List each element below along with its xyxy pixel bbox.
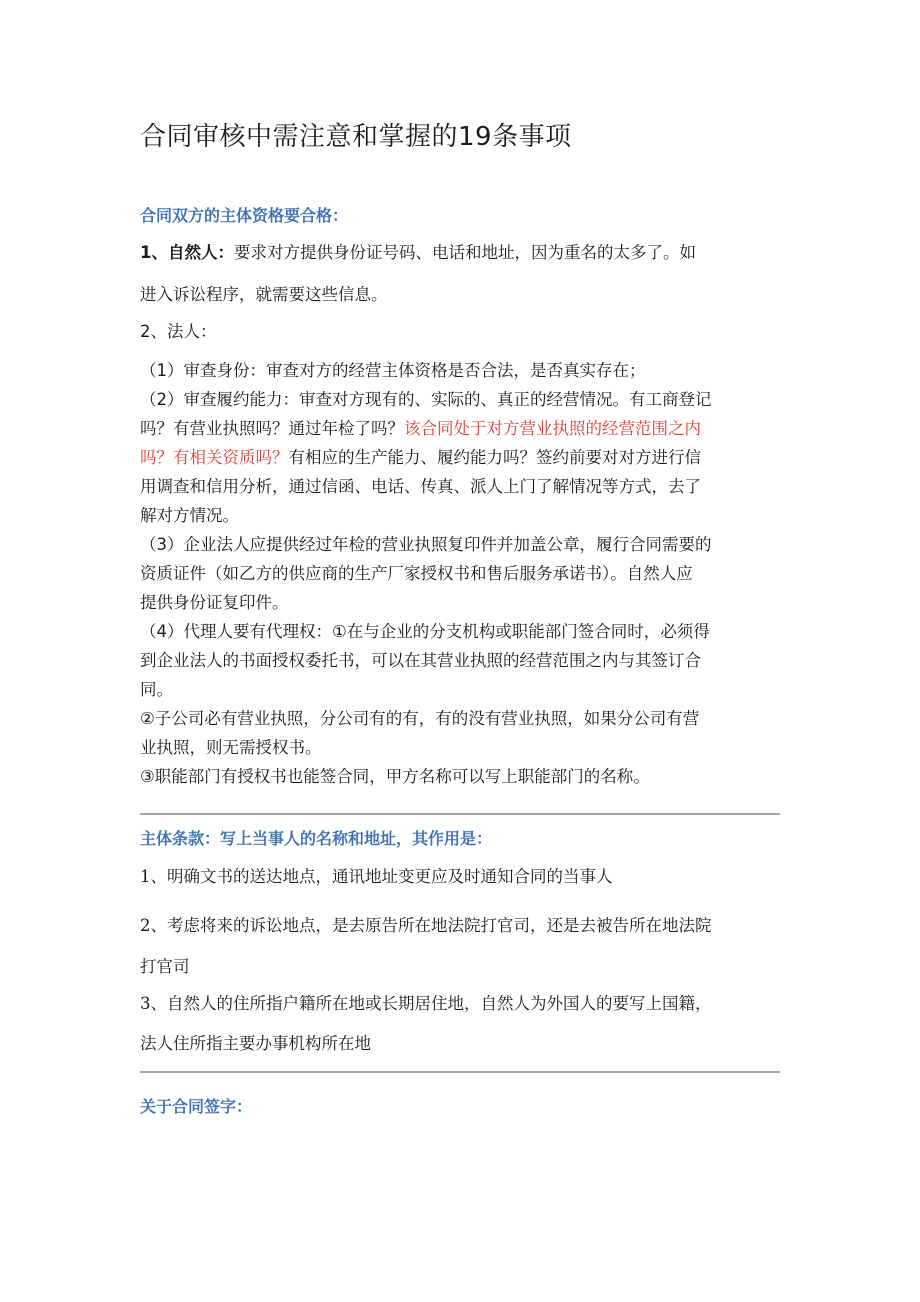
body-line: 到企业法人的书面授权委托书，可以在其营业执照的经营范围之内与其签订合 bbox=[140, 651, 701, 670]
body-line: （3）企业法人应提供经过年检的营业执照复印件并加盖公章，履行合同需要的 bbox=[140, 535, 712, 554]
body-line bbox=[140, 444, 701, 468]
body-line: 同。 bbox=[140, 680, 173, 699]
body-text: 吗？有营业执照吗？通过年检了吗？ bbox=[140, 419, 404, 438]
body-line: 解对方情况。 bbox=[140, 506, 239, 525]
natural-person-label: 、自然人： bbox=[151, 243, 234, 262]
body-line: （2）审查履约能力：审查对方现有的、实际的、真正的经营情况。有工商登记 bbox=[140, 390, 712, 409]
body-line: （4）代理人要有代理权：①在与企业的分支机构或职能部门签合同时，必须得 bbox=[140, 622, 710, 641]
natural-person-line-1 bbox=[140, 239, 696, 263]
body-line: （1）审查身份：审查对方的经营主体资格是否合法，是否真实存在； bbox=[140, 361, 646, 380]
body-line: 业执照，则无需授权书。 bbox=[140, 738, 322, 757]
body-line: 1、明确文书的送达地点，通讯地址变更应及时通知合同的当事人 bbox=[140, 867, 613, 886]
body-line bbox=[140, 415, 701, 439]
body-line: 提供身份证复印件。 bbox=[140, 593, 289, 612]
legal-person-label: 2、法人： bbox=[140, 322, 217, 341]
body-line: 3、自然人的住所指户籍所在地或长期居住地，自然人为外国人的要写上国籍， bbox=[140, 994, 712, 1013]
body-line: 用调查和信用分析，通过信函、电话、传真、派人上门了解情况等方式，去了 bbox=[140, 477, 701, 496]
section-divider bbox=[140, 1071, 780, 1073]
highlighted-text: 该合同处于对方营业执照的经营范围之内 bbox=[404, 419, 701, 438]
document-title: 合同审核中需注意和掌握的19条事项 bbox=[140, 122, 572, 152]
natural-person-line-2: 进入诉讼程序，就需要这些信息。 bbox=[140, 285, 388, 304]
highlighted-text: 吗？有相关资质吗？ bbox=[140, 448, 289, 467]
section-heading-subject-qualification: 合同双方的主体资格要合格： bbox=[140, 206, 349, 225]
body-line: ③职能部门有授权书也能签合同，甲方名称可以写上职能部门的名称。 bbox=[140, 767, 650, 786]
body-text: 有相应的生产能力、履约能力吗？签约前要对对方进行信 bbox=[288, 448, 701, 467]
natural-person-text: 要求对方提供身份证号码、电话和地址，因为重名的太多了。如 bbox=[233, 243, 696, 262]
body-line: 法人住所指主要办事机构所在地 bbox=[140, 1034, 371, 1053]
body-line: 2、考虑将来的诉讼地点，是去原告所在地法院打官司，还是去被告所在地法院 bbox=[140, 916, 712, 935]
section-divider bbox=[140, 813, 780, 815]
section-heading-subject-clause: 主体条款：写上当事人的名称和地址，其作用是： bbox=[140, 829, 493, 848]
section-heading-signing: 关于合同签字： bbox=[140, 1097, 253, 1116]
item-number: 1 bbox=[140, 243, 152, 262]
body-line: 资质证件（如乙方的供应商的生产厂家授权书和售后服务承诺书）。自然人应 bbox=[140, 564, 693, 583]
body-line: 打官司 bbox=[140, 957, 190, 976]
body-line: ②子公司必有营业执照，分公司有的有，有的没有营业执照，如果分公司有营 bbox=[140, 709, 700, 728]
